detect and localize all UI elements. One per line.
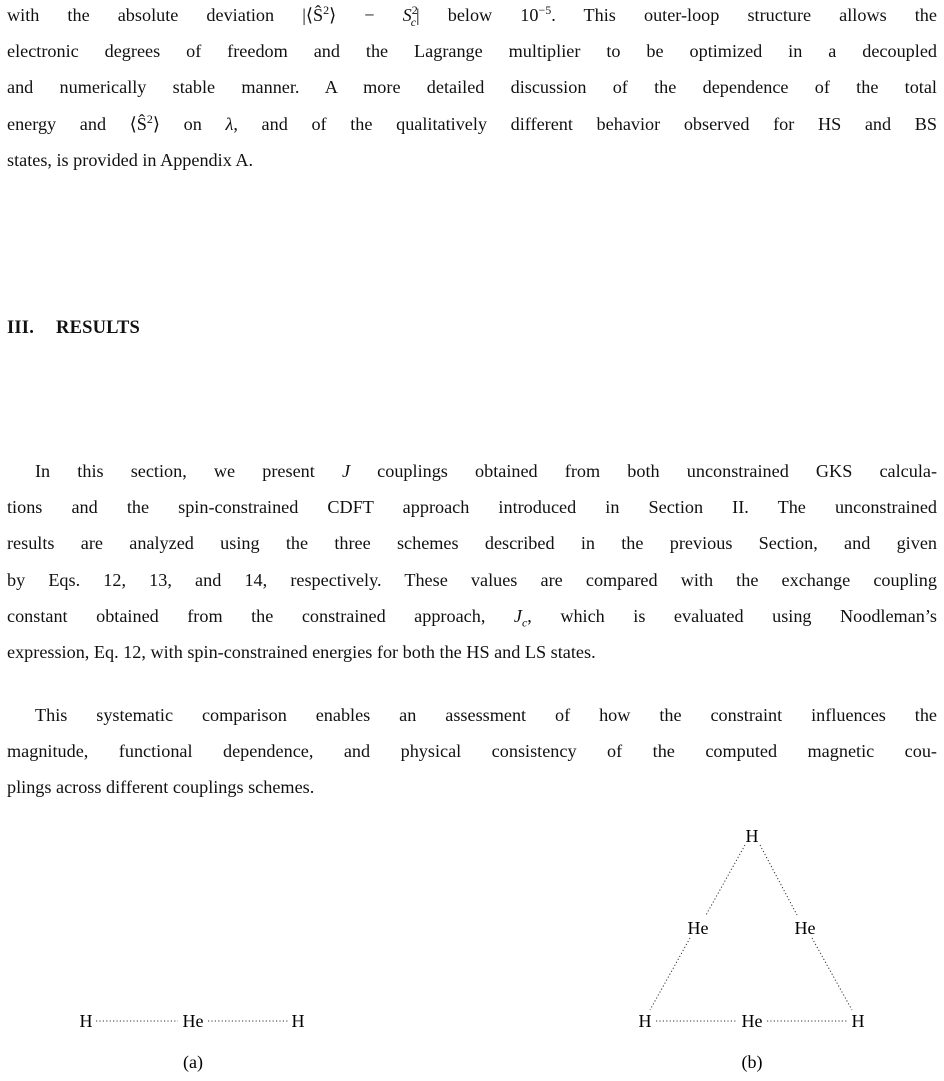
text-line: plings across different couplings schemes. bbox=[7, 777, 315, 798]
text-span: , which is evaluated using Noodleman’s bbox=[527, 605, 938, 626]
atom-label: He bbox=[794, 918, 816, 938]
atom-label: H bbox=[79, 1011, 93, 1031]
math-sc: S bbox=[402, 5, 412, 25]
text-line bbox=[7, 106, 937, 142]
section-number: III. bbox=[7, 318, 35, 338]
math-sup: 2 bbox=[146, 111, 153, 126]
math-s-hat: Ŝ bbox=[136, 113, 147, 134]
text-line bbox=[7, 453, 937, 489]
figure-molecular-structures bbox=[0, 800, 944, 1081]
math-lambda: λ bbox=[225, 113, 234, 134]
section-heading bbox=[7, 318, 140, 339]
math-sup: 2 bbox=[323, 2, 330, 17]
text-line: by Eqs. 12, 13, and 14, respectively. These values are compared with the exchange coupling bbox=[7, 569, 937, 590]
text-span: ⟩ − bbox=[329, 5, 403, 25]
text-span: constant obtained from the constrained approach, bbox=[7, 605, 514, 626]
atom-label: He bbox=[182, 1011, 204, 1031]
text-line: This systematic comparison enables an assessment of how the constraint influences the bbox=[35, 705, 937, 725]
math-sub: c bbox=[521, 615, 528, 630]
atom-label: H bbox=[851, 1011, 865, 1031]
text-line: states, is provided in Appendix A. bbox=[7, 149, 254, 170]
text-line: expression, Eq. 12, with spin-constrained energies for both the HS and LS states. bbox=[7, 641, 596, 662]
text-line bbox=[7, 0, 937, 33]
text-span: In this section, we present bbox=[35, 461, 342, 481]
bond-dotted bbox=[706, 845, 745, 915]
figure-svg bbox=[0, 800, 944, 1081]
math-sub: c bbox=[410, 14, 417, 29]
text-span: energy and ⟨ bbox=[7, 113, 137, 134]
paragraph-comparison bbox=[7, 697, 937, 806]
text-span: couplings obtained from both unconstrained GKS calcula- bbox=[350, 461, 937, 481]
text-line: electronic degrees of freedom and the Lagrange multiplier to be optimized in a decoupled bbox=[7, 41, 937, 62]
text-span: ⟩ on bbox=[152, 113, 226, 134]
bond-dotted bbox=[812, 938, 852, 1010]
text-line: magnitude, functional dependence, and physical consistency of the computed magnetic cou- bbox=[7, 741, 937, 762]
figure-b bbox=[639, 826, 865, 1073]
text-line: and numerically stable manner. A more detailed discussion of the dependence of the total bbox=[7, 77, 937, 98]
math-j: J bbox=[513, 605, 522, 626]
math-s-hat: Ŝ bbox=[312, 5, 324, 25]
text-span: . This outer-loop structure allows the bbox=[551, 5, 937, 25]
text-line bbox=[7, 598, 937, 634]
math-sup: 2 bbox=[411, 2, 418, 17]
math-j: J bbox=[341, 461, 351, 481]
section-title: RESULTS bbox=[56, 318, 141, 338]
bond-dotted bbox=[650, 938, 690, 1010]
figure-caption-a: (a) bbox=[183, 1052, 203, 1072]
bond-dotted bbox=[760, 845, 797, 915]
figure-a bbox=[80, 1011, 305, 1073]
paragraph-results-intro bbox=[7, 453, 937, 670]
paragraph-methods-tail bbox=[7, 0, 937, 178]
figure-caption-b: (b) bbox=[741, 1052, 763, 1072]
text-line: tions and the spin-constrained CDFT approach introduced in Section II. The unconstrained bbox=[7, 497, 937, 518]
atom-label: He bbox=[687, 918, 709, 938]
text-span: | below 10 bbox=[416, 5, 539, 25]
atom-label: H bbox=[638, 1011, 652, 1031]
text-line: results are analyzed using the three schemes described in the previous Section, and given bbox=[7, 533, 937, 554]
text-span: , and of the qualitatively different behavior observed for HS and BS bbox=[233, 113, 937, 134]
atom-label: He bbox=[741, 1011, 763, 1031]
atom-label: H bbox=[291, 1011, 305, 1031]
math-exponent: −5 bbox=[538, 2, 552, 17]
atom-label: H bbox=[745, 826, 759, 846]
text-span: with the absolute deviation |⟨ bbox=[7, 5, 313, 25]
